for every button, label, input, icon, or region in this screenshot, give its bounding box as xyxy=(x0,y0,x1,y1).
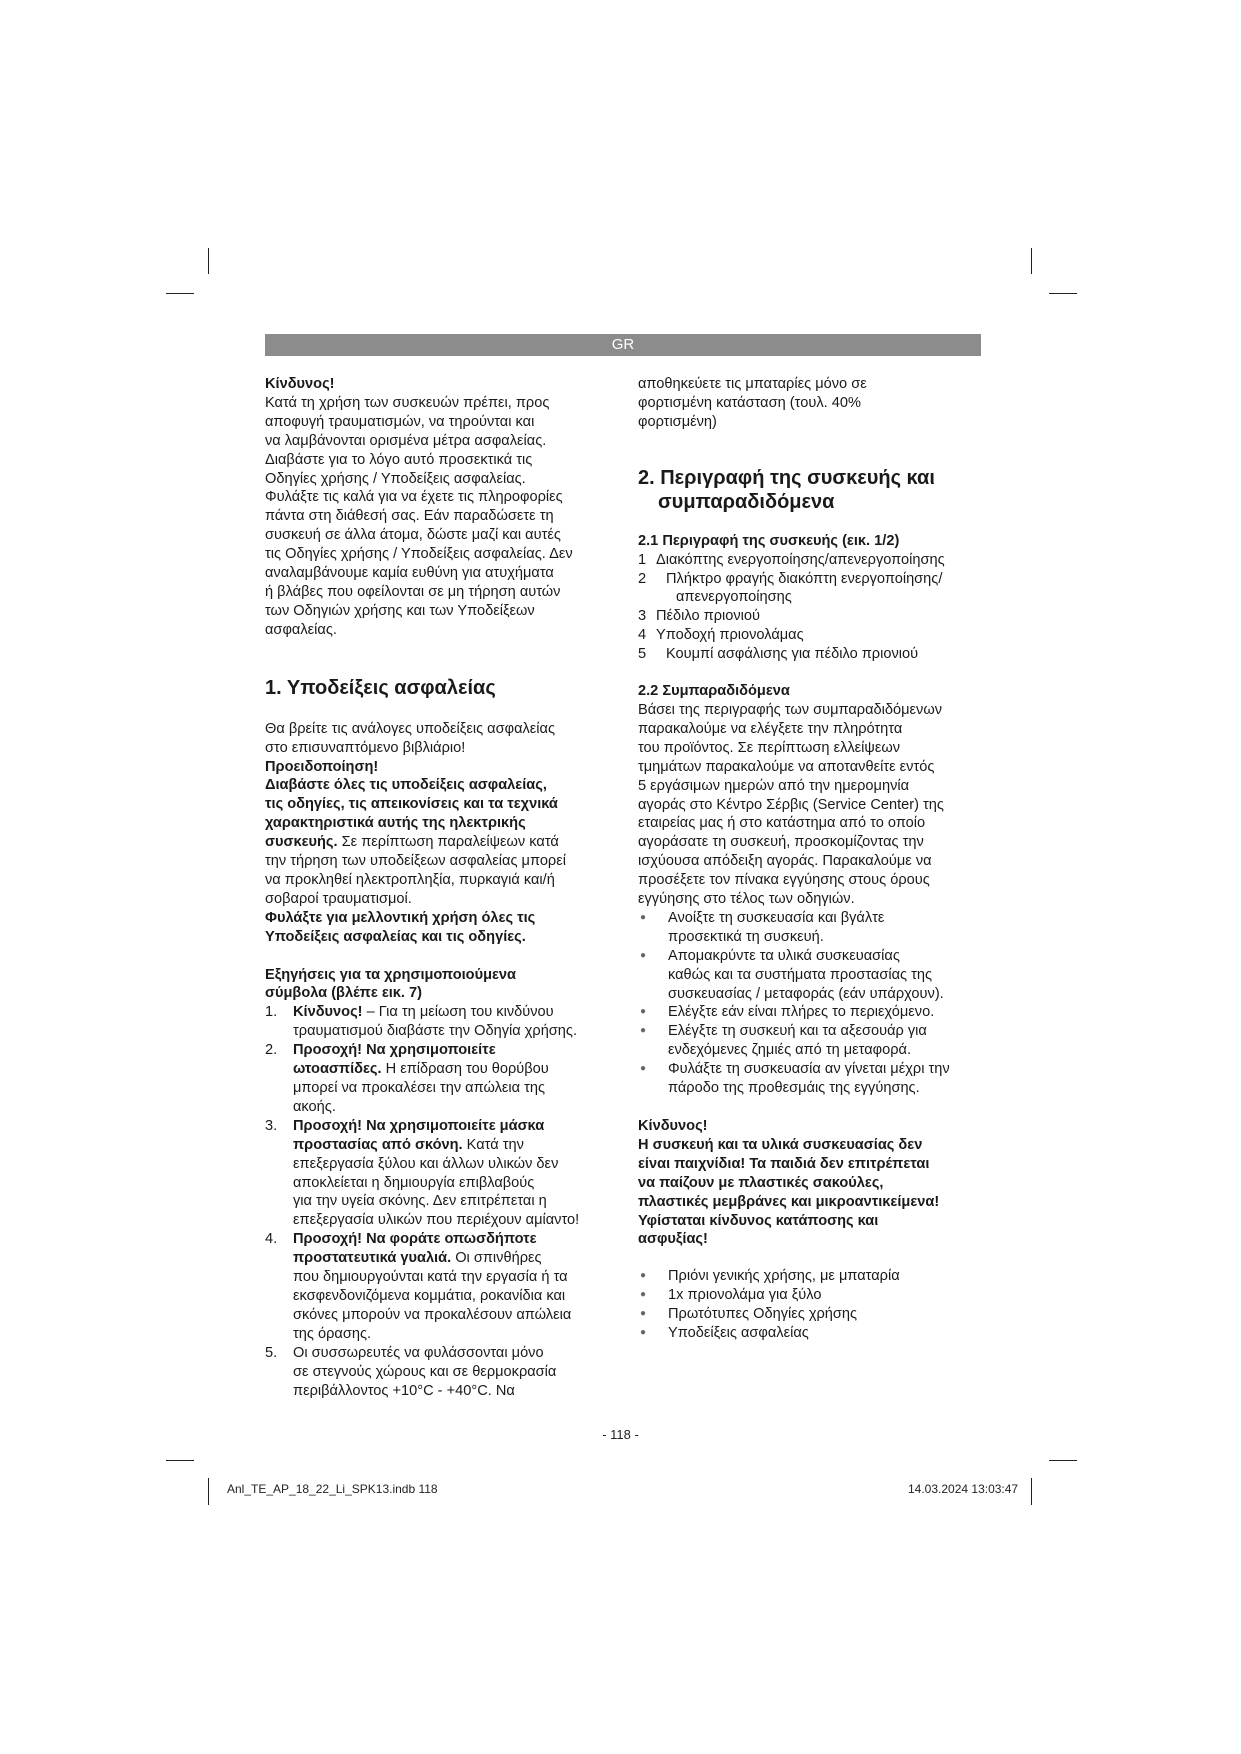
text-line: συσκευασίας / μεταφοράς (εάν υπάρχουν). xyxy=(668,985,944,1002)
text-line: Πριόνι γενικής χρήσης, με μπαταρία xyxy=(668,1268,900,1285)
text-line: συσκευή σε άλλα άτομα, δώστε μαζί και αυτές xyxy=(265,527,561,544)
bullet-item xyxy=(638,947,988,1004)
text-line: μπορεί να προκαλέσει την απώλεια της xyxy=(293,1080,546,1096)
bullet-icon: ● xyxy=(640,949,647,961)
text-line: Ελέγξτε τη συσκευή και τα αξεσουάρ για xyxy=(668,1023,927,1040)
part-item xyxy=(638,626,988,645)
text-line: καθώς και τα συστήματα προστασίας της xyxy=(668,966,933,983)
text-line: Φυλάξτε για μελλοντική χρήση όλες τις xyxy=(265,909,536,926)
bullet-item xyxy=(638,1060,988,1098)
text-line: 2. Περιγραφή της συσκευής και xyxy=(638,466,935,489)
crop-mark xyxy=(1049,1460,1077,1461)
text-line: πλαστικές μεμβράνες και μικροαντικείμενα! xyxy=(638,1193,940,1210)
part-item xyxy=(638,607,988,626)
bullet-text xyxy=(668,1324,988,1343)
normal-fragment: Η επίδραση του θορύβου xyxy=(381,1061,549,1078)
part-item xyxy=(638,551,988,570)
text-line: εγγύησης στο τέλος των οδηγιών. xyxy=(638,891,855,908)
text-line: σοβαροί τραυματισμοί. xyxy=(265,890,412,907)
part-number: 1 xyxy=(638,551,647,568)
item-number: 3. xyxy=(265,1117,278,1134)
continued-text xyxy=(638,375,988,432)
text-line: επεξεργασία υλικών που περιέχουν αμίαντο! xyxy=(293,1212,580,1229)
footer-filename: Anl_TE_AP_18_22_Li_SPK13.indb 118 xyxy=(227,1482,438,1496)
text-line: εταιρείας μας ή στο κατάστημα από το οποίο xyxy=(638,815,926,832)
text-line: ενδεχόμενες ζημιές από τη μεταφορά. xyxy=(668,1042,912,1059)
item-number: 5. xyxy=(265,1344,278,1361)
text-line: αποφυγή τραυματισμών, να τηρούνται και xyxy=(265,413,535,430)
crop-mark xyxy=(1031,1478,1032,1505)
text-line: πάντα στη διάθεσή σας. Εάν παραδώσετε τη xyxy=(265,508,554,525)
part-text xyxy=(666,570,988,608)
section-1-warning-text xyxy=(265,852,615,909)
text-line: Υφίσταται κίνδυνος κατάποσης και xyxy=(638,1212,879,1229)
text-line: Πρωτότυπες Οδηγίες χρήσης xyxy=(668,1306,858,1323)
text-line: Κατά τη χρήση των συσκευών πρέπει, προς xyxy=(265,394,550,411)
text-line: Διαβάστε για το λόγο αυτό προσεκτικά τις xyxy=(265,451,533,468)
crop-mark xyxy=(1049,293,1077,294)
mixed-line xyxy=(293,1249,615,1268)
item-number: 2. xyxy=(265,1042,278,1059)
text-line: παρακαλούμε να ελέγξετε την πληρότητα xyxy=(638,720,903,737)
bullet-icon: ● xyxy=(640,911,647,923)
text-line: τις Οδηγίες χρήσης / Υποδείξεις ασφαλείας. Δεν xyxy=(265,546,573,563)
text-line: τραυματισμού διαβάστε την Οδηγία χρήσης. xyxy=(293,1023,578,1040)
text-line: Ελέγξτε εάν είναι πλήρες το περιεχόμενο. xyxy=(668,1004,935,1021)
bullet-item xyxy=(638,909,988,947)
bullet-item xyxy=(638,1003,988,1022)
part-text xyxy=(656,551,988,570)
text-line: είναι παιχνίδια! Τα παιδιά δεν επιτρέπεται xyxy=(638,1155,930,1172)
text-line: προσέξετε τον πίνακα εγγύησης στους όρους xyxy=(638,872,930,889)
text-line: να λαμβάνονται ορισμένα μέτρα ασφαλείας. xyxy=(265,432,547,449)
text-line: ασφαλείας. xyxy=(265,621,337,638)
bullet-item xyxy=(638,1286,988,1305)
bullet-item xyxy=(638,1324,988,1343)
parts-list xyxy=(638,551,988,664)
part-text xyxy=(666,645,988,664)
bullet-item xyxy=(638,1267,988,1286)
text-line: Πέδιλο πριονιού xyxy=(656,608,761,625)
text-line: επεξεργασία ξύλου και άλλων υλικών δεν xyxy=(293,1155,559,1172)
danger-title: Κίνδυνος! xyxy=(638,1118,708,1134)
normal-fragment: Σε περίπτωση παραλείψεων κατά xyxy=(337,834,559,851)
item-text xyxy=(293,1230,615,1343)
bold-fragment: προστασίας από σκόνη. xyxy=(293,1136,463,1153)
part-number: 5 xyxy=(638,646,647,663)
text-line: 5 εργάσιμων ημερών από την ημερομηνία xyxy=(638,777,910,794)
left-column xyxy=(265,375,615,1400)
section-1-warning-bold xyxy=(265,776,615,833)
text-line: φορτισμένη) xyxy=(638,413,717,430)
right-column xyxy=(638,375,988,1343)
item-text xyxy=(293,1003,615,1041)
text-line: περιβάλλοντος +10°C - +40°C. Να xyxy=(293,1382,515,1399)
text-line: την τήρηση των υποδείξεων ασφαλείας μπορεί xyxy=(265,853,566,870)
part-number: 3 xyxy=(638,608,647,625)
text-line: που δημιουργούνται κατά την εργασία ή τα xyxy=(293,1269,568,1286)
crop-mark xyxy=(1031,248,1032,274)
footer-datetime: 14.03.2024 13:03:47 xyxy=(908,1482,1019,1496)
text-line: στο επισυναπτόμενο βιβλιάριο! xyxy=(265,739,466,756)
text-line: Υποδείξεις ασφαλείας xyxy=(668,1325,809,1342)
text-line: Βάσει της περιγραφής των συμπαραδιδόμενων xyxy=(638,701,943,718)
text-line: Φυλάξτε τη συσκευασία αν γίνεται μέχρι την xyxy=(668,1061,950,1078)
text-line: ακοής. xyxy=(293,1098,336,1115)
mixed-line xyxy=(293,1060,615,1079)
text-line: αγοράς στο Κέντρο Σέρβις (Service Center) της xyxy=(638,796,944,813)
part-number: 4 xyxy=(638,627,647,644)
symbol-item xyxy=(265,1041,615,1117)
section-1-keep-notice xyxy=(265,909,615,947)
text-line: Διαβάστε όλες τις υποδείξεις ασφαλείας, xyxy=(265,777,547,794)
bullet-text xyxy=(668,1305,988,1324)
bullet-item xyxy=(638,1022,988,1060)
mixed-line xyxy=(293,1344,615,1363)
scope-of-delivery-list xyxy=(638,1267,988,1343)
bullet-text xyxy=(668,1022,988,1060)
text-line: χαρακτηριστικά αυτής της ηλεκτρικής xyxy=(265,815,526,832)
normal-fragment: Κατά την xyxy=(462,1136,524,1153)
text-line: Φυλάξτε τις καλά για να έχετε τις πληροφορίες xyxy=(265,489,563,506)
text-line: τμημάτων παρακαλούμε να αποτανθείτε εντός xyxy=(638,758,935,775)
bullet-text xyxy=(668,909,988,947)
text-line: Κουμπί ασφάλισης για πέδιλο πριονιού xyxy=(666,646,919,663)
language-header-bar xyxy=(265,334,981,356)
text-line: σε στεγνούς χώρους και σε θερμοκρασία xyxy=(293,1363,557,1380)
text-line: σκόνες μπορούν να προκαλέσουν απώλεια xyxy=(293,1306,572,1323)
symbols-list xyxy=(265,1003,615,1400)
text-line: να παίζουν με πλαστικές σακούλες, xyxy=(638,1174,884,1191)
warning-title: Κίνδυνος! xyxy=(265,376,335,392)
bold-fragment: προστατευτικά γυαλιά. xyxy=(293,1250,452,1267)
text-line: Ανοίξτε τη συσκευασία και βγάλτε xyxy=(668,909,885,926)
text-line: εκσφενδονιζόμενα κομμάτια, ροκανίδια και xyxy=(293,1287,566,1304)
bullet-text xyxy=(668,947,988,1004)
bullet-text xyxy=(668,1267,988,1286)
bullet-icon: ● xyxy=(640,1327,647,1339)
symbol-item xyxy=(265,1230,615,1343)
section-1-intro xyxy=(265,720,615,758)
text-line: σύμβολα (βλέπε εικ. 7) xyxy=(265,985,423,1002)
item-text xyxy=(293,1041,615,1117)
text-line: των Οδηγιών χρήσης και των Υποδείξεων xyxy=(265,602,535,619)
section-2-title xyxy=(638,466,988,514)
text-line: Θα βρείτε τις ανάλογες υποδείξεις ασφαλείας xyxy=(265,720,556,737)
part-number: 2 xyxy=(638,570,647,587)
crop-mark xyxy=(166,293,194,294)
bullet-icon: ● xyxy=(640,1270,647,1282)
symbol-item xyxy=(265,1344,615,1401)
text-line: τις οδηγίες, τις απεικονίσεις και τα τεχνικά xyxy=(265,796,558,813)
symbols-title xyxy=(265,966,615,1004)
crop-mark xyxy=(166,1460,194,1461)
crop-mark xyxy=(208,248,209,274)
bullet-icon: ● xyxy=(640,1289,647,1301)
normal-fragment: – Για τη μείωση του κινδύνου xyxy=(362,1004,554,1021)
bold-line: Προσοχή! Να φοράτε οπωσδήποτε xyxy=(293,1231,537,1248)
warning-text xyxy=(265,394,615,640)
part-item xyxy=(638,645,988,664)
text-line: φορτισμένη κατάσταση (τουλ. 40% xyxy=(638,394,861,411)
text-line: Εξηγήσεις για τα χρησιμοποιούμενα xyxy=(265,966,517,983)
text-line: να προκληθεί ηλεκτροπληξία, πυρκαγιά και/ή xyxy=(265,871,555,888)
bullet-icon: ● xyxy=(640,1006,647,1018)
text-line: Πλήκτρο φραγής διακόπτη ενεργοποίησης/ xyxy=(666,570,943,587)
bullet-icon: ● xyxy=(640,1025,647,1037)
page-number: - 118 - xyxy=(602,1427,639,1442)
mixed-line xyxy=(293,1136,615,1155)
text-line: Απομακρύντε τα υλικά συσκευασίας xyxy=(668,947,900,964)
bullet-item xyxy=(638,1305,988,1324)
bold-fragment: Κίνδυνος! xyxy=(293,1004,363,1021)
text-line: πάροδο της προθεσμάις της εγγύησης. xyxy=(668,1080,920,1097)
bold-line: Προσοχή! Να χρησιμοποιείτε xyxy=(293,1042,496,1059)
bullet-icon: ● xyxy=(640,1308,647,1320)
text-line: απενεργοποίησης xyxy=(676,589,792,606)
bold-fragment: συσκευής. xyxy=(265,834,338,851)
section-1-warning-title: Προειδοποίηση! xyxy=(265,758,379,775)
language-label: GR xyxy=(611,336,635,353)
symbol-item xyxy=(265,1117,615,1230)
text-line: για την υγεία σκόνης. Δεν επιτρέπεται η xyxy=(293,1193,547,1210)
symbol-item xyxy=(265,1003,615,1041)
bullet-text xyxy=(668,1286,988,1305)
bold-fragment: ωτοασπίδες. xyxy=(293,1061,382,1078)
bullet-text xyxy=(668,1060,988,1098)
text-line: αναλαμβάνουμε καμία ευθύνη για ατυχήματα xyxy=(265,565,554,582)
text-line: Υποδείξεις ασφαλείας και τις οδηγίες. xyxy=(265,928,526,945)
section-1-warning-line xyxy=(265,833,615,852)
part-text xyxy=(656,626,988,645)
mixed-line xyxy=(293,1003,615,1022)
bullet-icon: ● xyxy=(640,1063,647,1075)
text-line: της όρασης. xyxy=(293,1325,372,1342)
text-line: του προϊόντος. Σε περίπτωση ελλείψεων xyxy=(638,739,901,756)
text-line: Υποδοχή πριονολάμας xyxy=(656,627,804,644)
text-line: 1x πριονολάμα για ξύλο xyxy=(668,1287,822,1304)
item-number: 4. xyxy=(265,1231,278,1248)
danger-text xyxy=(638,1136,988,1249)
text-line: αποκλείεται η δημιουργία επιβλαβούς xyxy=(293,1174,535,1191)
item-number: 1. xyxy=(265,1004,278,1021)
text-line: ή βλάβες που οφείλονται σε μη τήρηση αυτών xyxy=(265,583,561,600)
part-text xyxy=(656,607,988,626)
part-item xyxy=(638,570,988,608)
text-line: συμπαραδιδόμενα xyxy=(658,490,835,513)
text-line: προσεκτικά τη συσκευή. xyxy=(668,928,824,945)
crop-mark xyxy=(208,1478,209,1505)
text-line: ασφυξίας! xyxy=(638,1231,708,1248)
section-1-title: 1. Υποδείξεις ασφαλείας xyxy=(265,676,496,699)
text-line: Η συσκευή και τα υλικά συσκευασίας δεν xyxy=(638,1136,923,1153)
check-list xyxy=(638,909,988,1098)
bullet-text xyxy=(668,1003,988,1022)
text-line: αποθηκεύετε τις μπαταρίες μόνο σε xyxy=(638,376,867,392)
item-text xyxy=(293,1344,615,1401)
item-text xyxy=(293,1117,615,1230)
normal-fragment: Οι σπινθήρες xyxy=(451,1250,542,1267)
text-line: αγοράσατε τη συσκευή, προσκομίζοντας την xyxy=(638,834,924,851)
section-2-2-text xyxy=(638,701,988,909)
text-line: Οδηγίες χρήσης / Υποδείξεις ασφαλείας. xyxy=(265,470,526,487)
normal-fragment: Οι συσσωρευτές να φυλάσσονται μόνο xyxy=(293,1344,544,1361)
bold-line: Προσοχή! Να χρησιμοποιείτε μάσκα xyxy=(293,1117,545,1134)
section-2-2-title: 2.2 Συμπαραδιδόμενα xyxy=(638,683,790,700)
text-line: Διακόπτης ενεργοποίησης/απενεργοποίησης xyxy=(656,551,945,568)
text-line: ισχύουσα απόδειξη αγοράς. Παρακαλούμε να xyxy=(638,853,932,870)
section-2-1-title: 2.1 Περιγραφή της συσκευής (εικ. 1/2) xyxy=(638,532,900,549)
